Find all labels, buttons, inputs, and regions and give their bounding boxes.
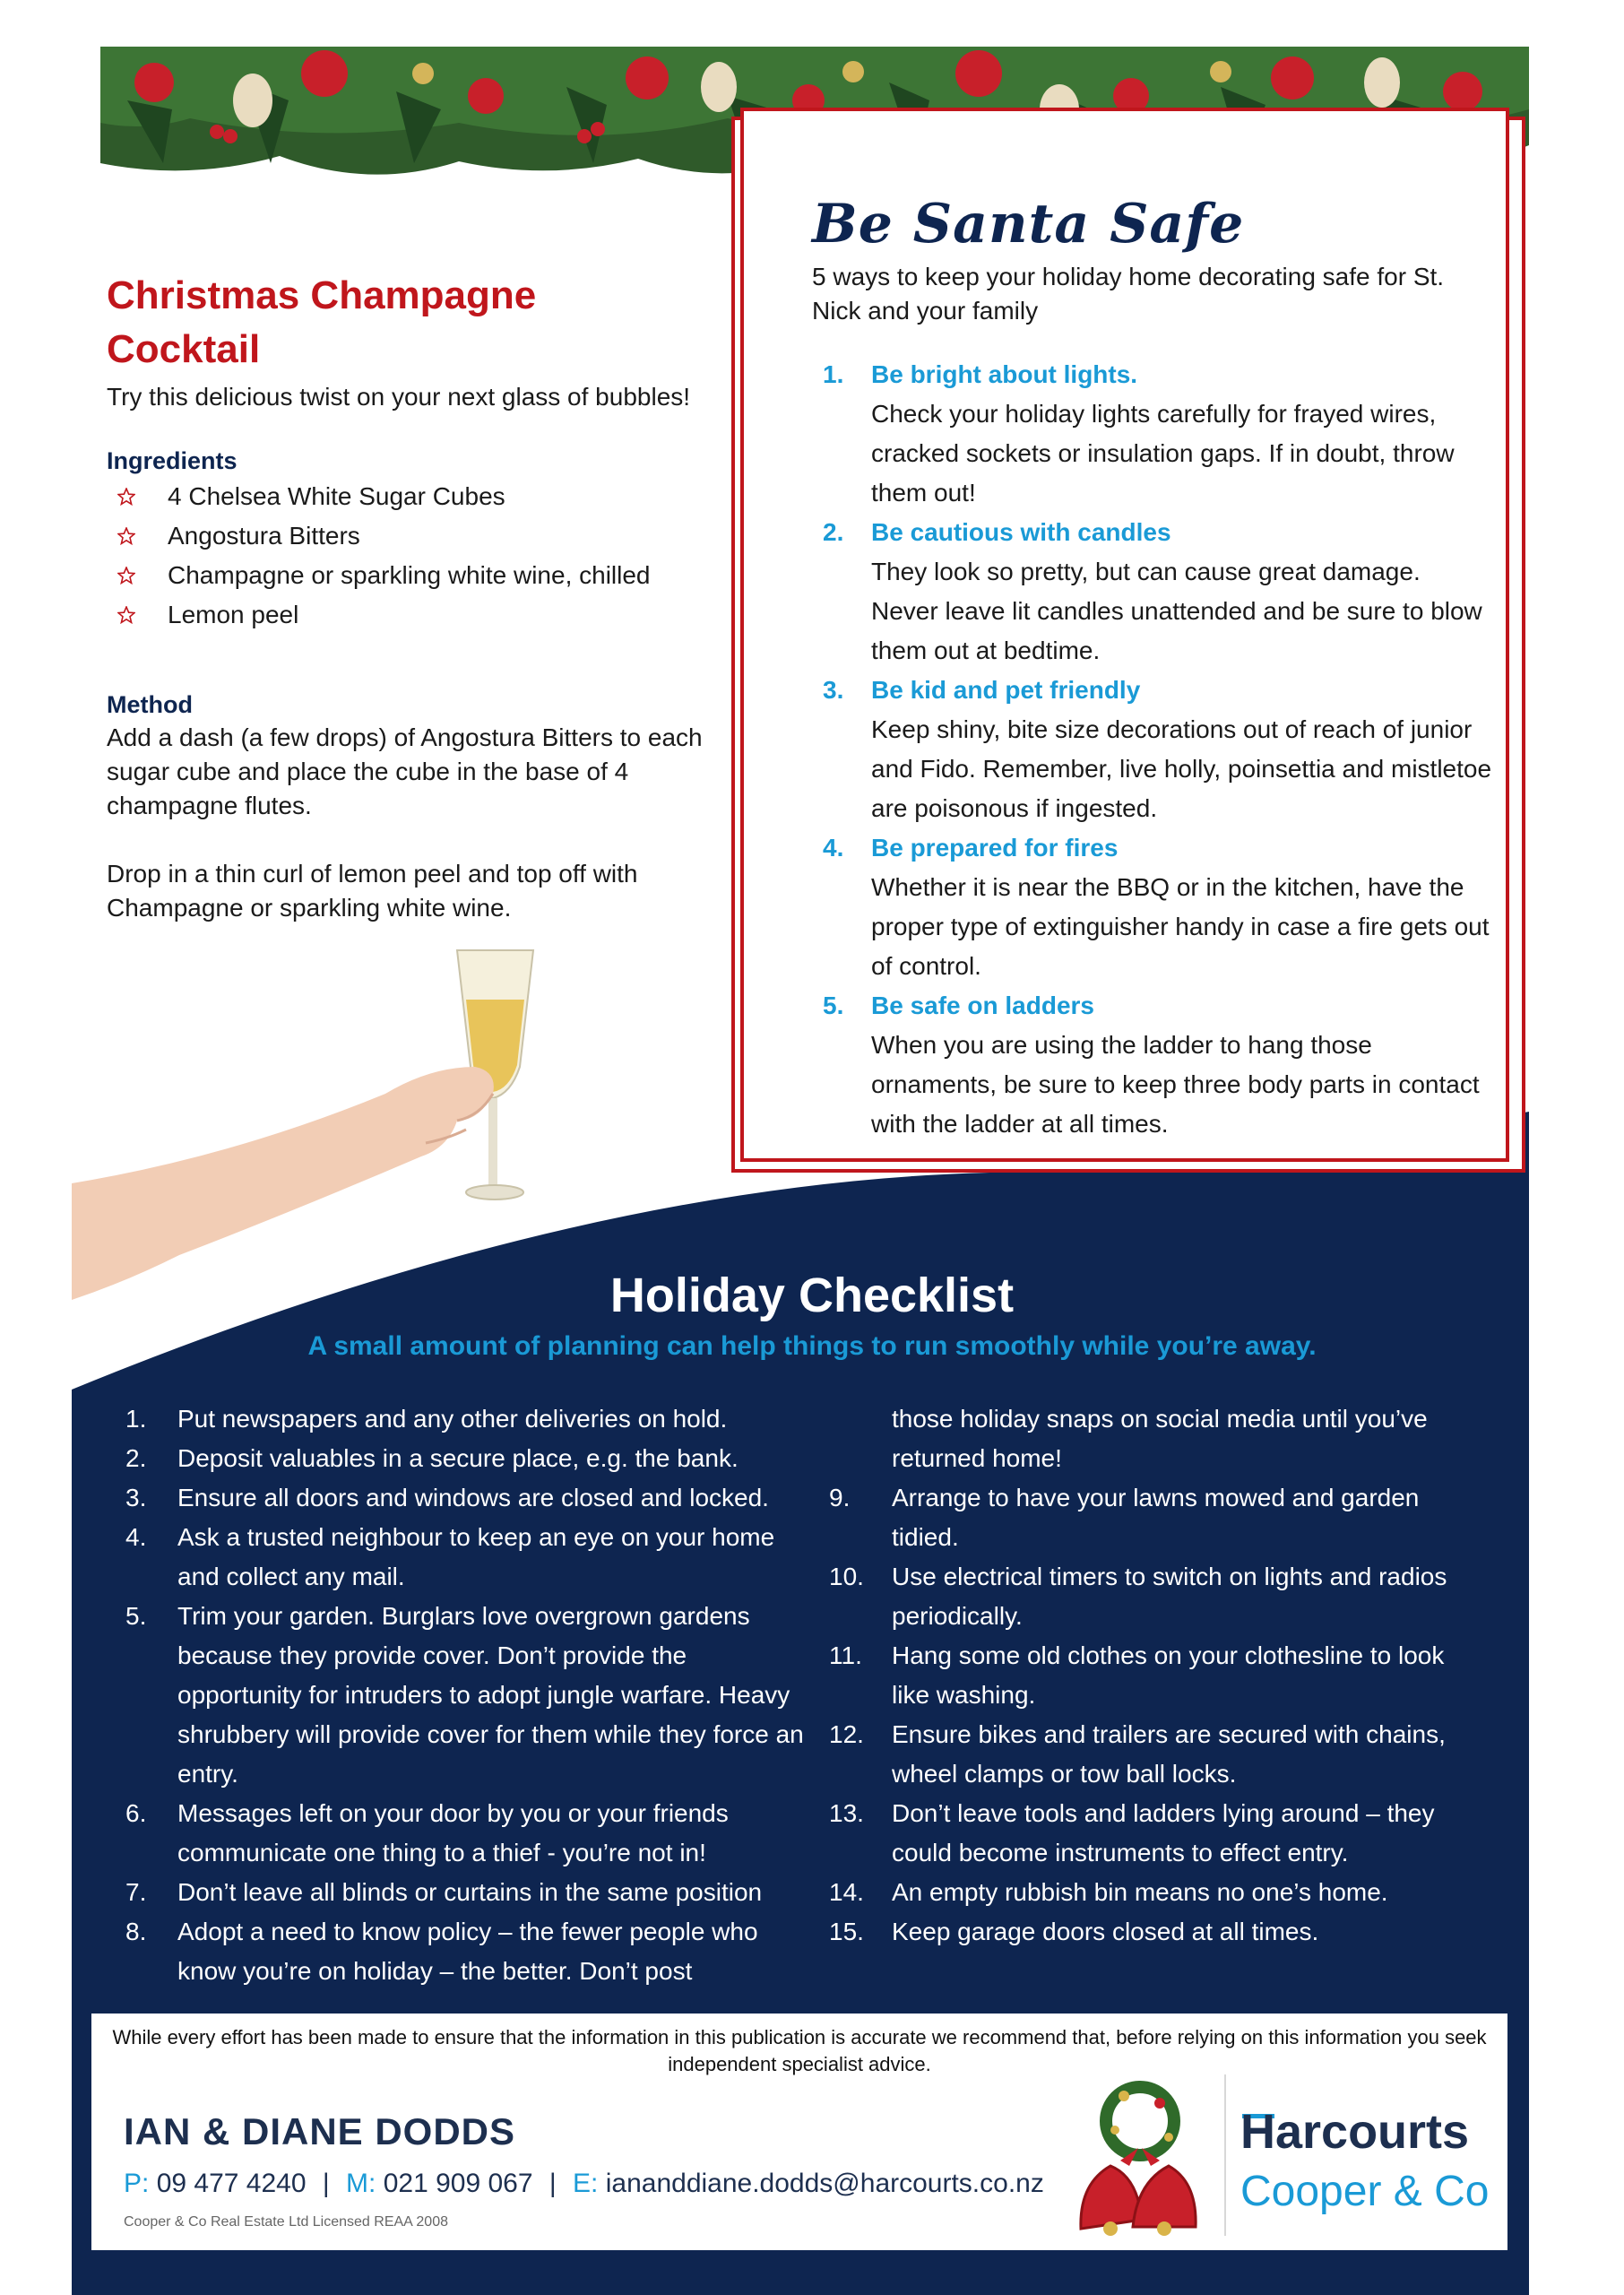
ingredient-text: Champagne or sparkling white wine, chilled xyxy=(168,561,651,589)
recipe-title xyxy=(107,269,734,377)
checklist-item-number: 11. xyxy=(829,1641,862,1669)
ingredient-item xyxy=(107,477,734,516)
checklist-item xyxy=(125,1873,816,1912)
checklist-item xyxy=(125,1439,816,1478)
checklist-item-text: Hang some old clothes on your clothesline to look like washing. xyxy=(892,1641,1445,1709)
mobile-number[interactable]: 021 909 067 xyxy=(383,2169,533,2198)
phone-label: P: xyxy=(124,2169,150,2198)
checklist-title: Holiday Checklist xyxy=(609,1269,1015,1322)
checklist-item xyxy=(125,1478,816,1518)
checklist-item-number: 5. xyxy=(125,1602,147,1630)
checklist-item-text: Trim your garden. Burglars love overgrown gardens because they provide cover. Don’t provide the opportunity for intruders to adopt jungle warfare. Heavy shrubbery will provide cover for them while they force an entry. xyxy=(177,1602,804,1788)
tip-number: 4. xyxy=(823,834,844,862)
tip-text: Whether it is near the BBQ or in the kitchen, have the proper type of extinguisher handy in case a fire gets out of control. xyxy=(871,873,1490,980)
checklist-item xyxy=(829,1715,1483,1794)
tip-number: 3. xyxy=(823,676,844,704)
checklist-item-continuation: those holiday snaps on social media until you’ve returned home! xyxy=(892,1405,1428,1472)
ingredient-text: 4 Chelsea White Sugar Cubes xyxy=(168,482,505,510)
checklist-item-number: 2. xyxy=(125,1444,147,1472)
ingredient-item xyxy=(107,516,734,556)
ingredients-list xyxy=(107,477,734,635)
phone-number[interactable]: 09 477 4240 xyxy=(156,2169,307,2198)
santa-subtitle: 5 ways to keep your holiday home decorating safe for St. Nick and your family xyxy=(812,263,1445,325)
tip-text: Keep shiny, bite size decorations out of reach of junior and Fido. Remember, live holly, poinsettia and mistletoe are poisonous if ingested. xyxy=(871,715,1492,822)
checklist-item-number: 15. xyxy=(829,1918,864,1945)
star-bullet-icon xyxy=(117,606,135,624)
checklist-item-number: 9. xyxy=(829,1484,851,1511)
ingredient-item xyxy=(107,595,734,635)
santa-tip xyxy=(812,671,1493,828)
contact-separator: | xyxy=(549,2169,557,2198)
ingredients-heading: Ingredients xyxy=(107,447,238,474)
star-bullet-icon xyxy=(117,488,135,506)
santa-tips-list xyxy=(812,355,1493,1144)
tip-heading: Be cautious with candles xyxy=(871,518,1171,546)
checklist-item-text: Keep garage doors closed at all times. xyxy=(892,1918,1319,1945)
method-heading: Method xyxy=(107,691,193,718)
checklist-item-number: 1. xyxy=(125,1405,147,1433)
ingredient-text: Lemon peel xyxy=(168,601,299,628)
method-step: Drop in a thin curl of lemon peel and top off with Champagne or sparkling white wine. xyxy=(107,860,638,922)
contact-separator: | xyxy=(322,2169,330,2198)
brand-logo-line1: Harcourts xyxy=(1240,2105,1470,2159)
checklist-item-number: 8. xyxy=(125,1918,147,1945)
santa-tip xyxy=(812,355,1493,513)
licence-text: Cooper & Co Real Estate Ltd Licensed REAA 2008 xyxy=(124,2214,448,2230)
checklist-item xyxy=(829,1912,1483,1952)
star-bullet-icon xyxy=(117,527,135,545)
checklist-item-text: Don’t leave all blinds or curtains in the same position xyxy=(177,1878,763,1906)
checklist-item xyxy=(829,1873,1483,1912)
tip-number: 5. xyxy=(823,992,844,1019)
tip-text: Check your holiday lights carefully for frayed wires, cracked sockets or insulation gaps. If in doubt, throw them out! xyxy=(871,400,1455,507)
checklist-item-text: Don’t leave tools and ladders lying around – they could become instruments to effect entry. xyxy=(892,1799,1435,1866)
santa-title: Be Santa Safe xyxy=(812,193,1245,255)
tip-heading: Be kid and pet friendly xyxy=(871,676,1141,704)
ingredient-text: Angostura Bitters xyxy=(168,522,360,550)
checklist-item-number: 4. xyxy=(125,1523,147,1551)
checklist-item xyxy=(125,1518,816,1597)
checklist-item xyxy=(829,1557,1483,1636)
checklist-item-text: Ask a trusted neighbour to keep an eye on your home and collect any mail. xyxy=(177,1523,775,1590)
checklist-item-number: 6. xyxy=(125,1799,147,1827)
contact-line xyxy=(124,2164,1044,2204)
checklist-item-text: Messages left on your door by you or your friends communicate one thing to a thief - you’re not in! xyxy=(177,1799,729,1866)
email-label: E: xyxy=(573,2169,599,2198)
disclaimer: While every effort has been made to ensure that the information in this publication is accurate we recommend that, before relying on this information you seek independent specialist advice. xyxy=(112,2026,1487,2075)
santa-section xyxy=(812,188,1493,1144)
checklist-item-text: Ensure bikes and trailers are secured with chains, wheel clamps or tow ball locks. xyxy=(892,1720,1446,1788)
tip-number: 2. xyxy=(823,518,844,546)
ingredient-item xyxy=(107,556,734,595)
checklist-item-number: 13. xyxy=(829,1799,864,1827)
agent-name: IAN & DIANE DODDS xyxy=(124,2110,516,2152)
checklist-left-column xyxy=(125,1399,816,1991)
method-step: Add a dash (a few drops) of Angostura Bitters to each sugar cube and place the cube in the base of 4 champagne flutes. xyxy=(107,723,703,819)
checklist-item xyxy=(829,1478,1483,1557)
tip-number: 1. xyxy=(823,360,844,388)
checklist-item-text: Deposit valuables in a secure place, e.g. the bank. xyxy=(177,1444,739,1472)
recipe-title-line1: Christmas Champagne xyxy=(107,273,537,317)
champagne-glass-hand xyxy=(72,914,574,1309)
star-bullet-icon xyxy=(117,567,135,585)
checklist-subtitle: A small amount of planning can help things to run smoothly while you’re away. xyxy=(307,1331,1317,1361)
checklist-item-text: Use electrical timers to switch on lights and radios periodically. xyxy=(892,1563,1447,1630)
recipe-intro: Try this delicious twist on your next glass of bubbles! xyxy=(107,383,691,411)
tip-text: They look so pretty, but can cause great damage. Never leave lit candles unattended and be sure to blow them out at bedtime. xyxy=(871,558,1482,664)
checklist-item xyxy=(125,1912,816,1991)
santa-tip xyxy=(812,828,1493,986)
checklist-item-number: 7. xyxy=(125,1878,147,1906)
checklist-right-column xyxy=(829,1399,1483,1952)
checklist-item xyxy=(829,1636,1483,1715)
santa-tip xyxy=(812,986,1493,1144)
footer xyxy=(91,2014,1507,2250)
checklist-item xyxy=(125,1597,816,1794)
checklist-item-number: 10. xyxy=(829,1563,864,1590)
checklist-item-number: 12. xyxy=(829,1720,864,1748)
checklist-item xyxy=(125,1794,816,1873)
mobile-label: M: xyxy=(346,2169,376,2198)
christmas-bells-icon xyxy=(1061,2076,1214,2238)
brand-logo-line2: Cooper & Co xyxy=(1240,2168,1490,2215)
email-link[interactable]: iananddiane.dodds@harcourts.co.nz xyxy=(605,2169,1044,2198)
santa-tip xyxy=(812,513,1493,671)
checklist-item-text: An empty rubbish bin means no one’s home. xyxy=(892,1878,1388,1906)
checklist-item xyxy=(125,1399,816,1439)
checklist-item xyxy=(829,1794,1483,1873)
tip-heading: Be safe on ladders xyxy=(871,992,1094,1019)
checklist-item-text: Adopt a need to know policy – the fewer people who know you’re on holiday – the better. Don’t post xyxy=(177,1918,758,1985)
recipe-title-line2: Cocktail xyxy=(107,327,261,371)
checklist-item-number: 14. xyxy=(829,1878,864,1906)
checklist-item-text: Arrange to have your lawns mowed and garden tidied. xyxy=(892,1484,1420,1551)
checklist-item-text: Put newspapers and any other deliveries on hold. xyxy=(177,1405,728,1433)
tip-text: When you are using the ladder to hang those ornaments, be sure to keep three body parts in contact with the ladder at all times. xyxy=(871,1031,1480,1138)
footer-divider xyxy=(1224,2074,1226,2236)
tip-heading: Be bright about lights. xyxy=(871,360,1138,388)
recipe-section xyxy=(107,269,734,959)
checklist-item-number: 3. xyxy=(125,1484,147,1511)
tip-heading: Be prepared for fires xyxy=(871,834,1119,862)
checklist-item-text: Ensure all doors and windows are closed and locked. xyxy=(177,1484,769,1511)
